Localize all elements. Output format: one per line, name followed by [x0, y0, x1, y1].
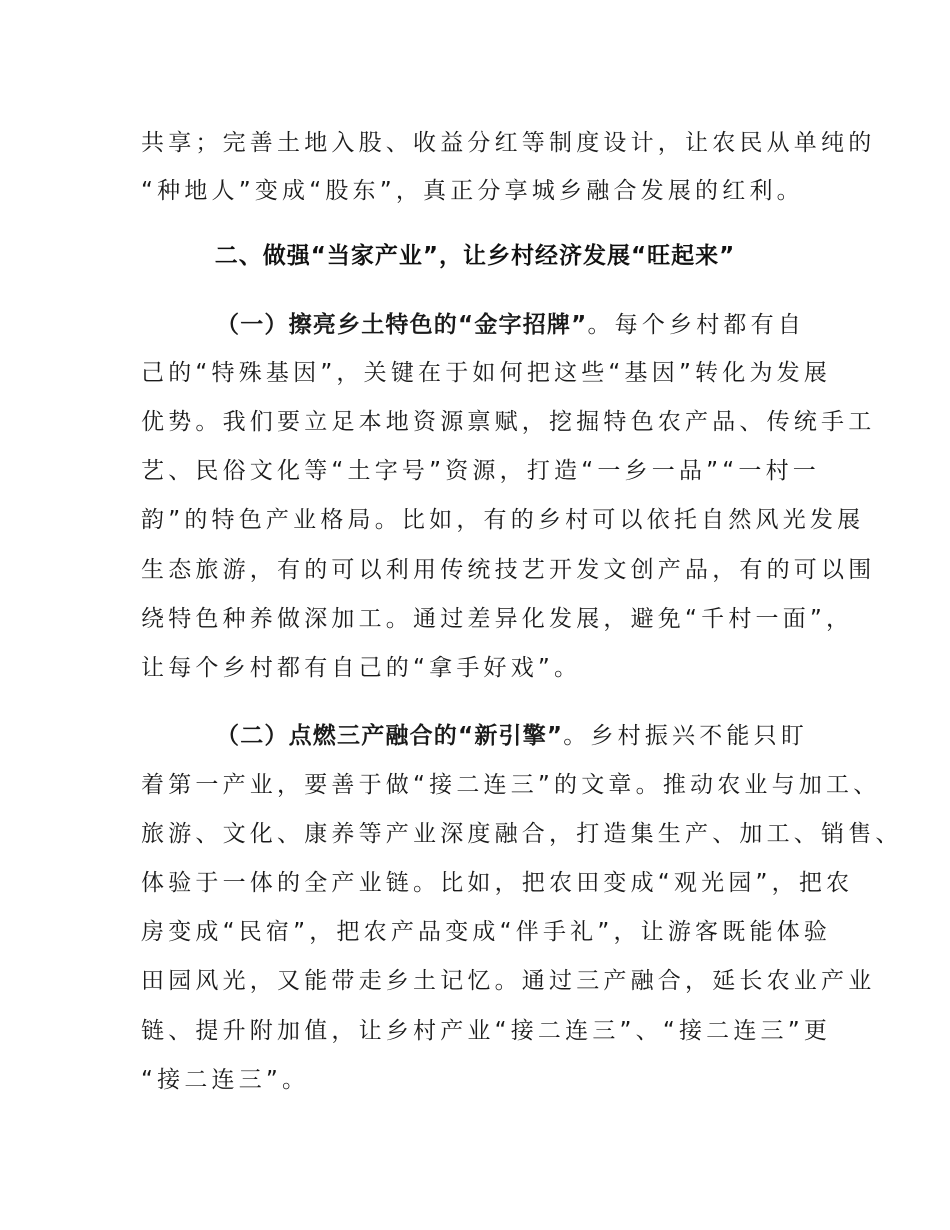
subsection-2-first-line-text: 。乡村振兴不能只盯	[563, 723, 809, 749]
subsection-1-first-line	[216, 309, 805, 341]
subsection-2-line: 链、提升附加值，让乡村产业“接二连三”、“接二连三”更	[141, 1018, 832, 1044]
subsection-1-line: 优势。我们要立足本地资源禀赋，挖掘特色农产品、传统手工	[141, 409, 876, 435]
subsection-1-first-line-text: 。每个乡村都有自	[587, 312, 806, 338]
subsection-2-line: 旅游、文化、康养等产业深度融合，打造集生产、加工、销售、	[141, 821, 903, 847]
subsection-2-line: 着第一产业，要善于做“接二连三”的文章。推动农业与加工、	[141, 772, 881, 798]
subsection-1-line: 绕特色种养做深加工。通过差异化发展，避免“千村一面”，	[141, 606, 854, 632]
subsection-2-title: （二）点燃三产融合的“新引擎”	[216, 723, 564, 749]
subsection-2-line: 体验于一体的全产业链。比如，把农田变成“观光园”，把农	[141, 870, 854, 896]
subsection-1-title: （一）擦亮乡土特色的“金字招牌”	[216, 312, 588, 338]
subsection-1-line: 生态旅游，有的可以利用传统技艺开发文创产品，有的可以围	[141, 557, 876, 583]
subsection-1-line: 己的“特殊基因”，关键在于如何把这些“基因”转化为发展	[141, 360, 832, 386]
subsection-2-line: 田园风光，又能带走乡土记忆。通过三产融合，延长农业产业	[141, 968, 876, 994]
subsection-2-first-line	[216, 720, 808, 752]
subsection-1-line: 让每个乡村都有自己的“拿手好戏”。	[141, 655, 582, 681]
continuation-line-1: 共享；完善土地入股、收益分红等制度设计，让农民从单纯的	[141, 130, 876, 156]
section-heading: 二、做强“当家产业”，让乡村经济发展“旺起来”	[214, 243, 736, 269]
subsection-1-line: 艺、民俗文化等“土字号”资源，打造“一乡一品”“一村一	[141, 458, 820, 484]
subsection-2-line: 房变成“民宿”，把农产品变成“伴手礼”，让游客既能体验	[141, 919, 832, 945]
continuation-line-2: “种地人”变成“股东”，真正分享城乡融合发展的红利。	[141, 178, 804, 204]
subsection-1-line: 韵”的特色产业格局。比如，有的乡村可以依托自然风光发展	[141, 507, 865, 533]
subsection-2-line: “接二连三”。	[141, 1067, 310, 1093]
